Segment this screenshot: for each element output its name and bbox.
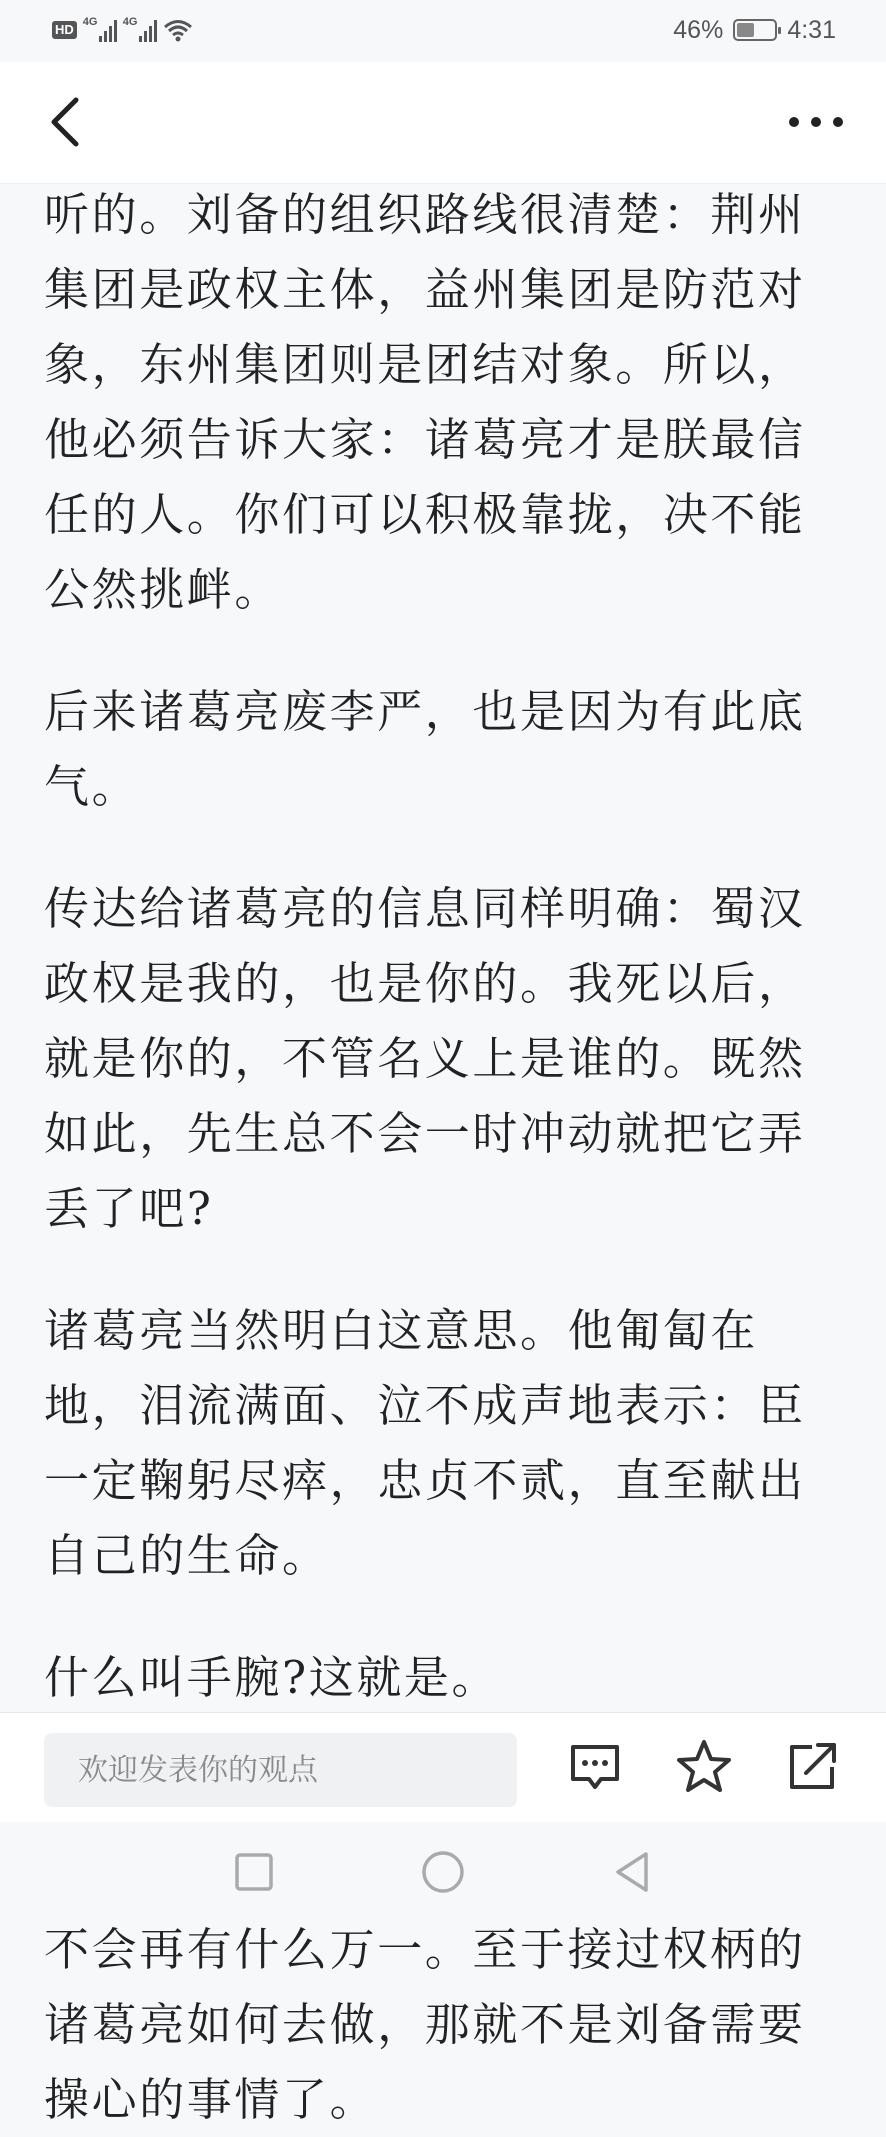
article-paragraph: 什么叫手腕?这就是。 bbox=[44, 1651, 500, 1704]
network-type-label: 4G bbox=[122, 16, 138, 28]
article-paragraph: 传达给诸葛亮的信息同样明确：蜀汉政权是我的，也是你的。我死以后，就是你的，不管名义上是谁的。既然如此，先生总不会一时冲动就把它弄丢了吧? bbox=[44, 882, 806, 1235]
back-button[interactable] bbox=[40, 92, 92, 152]
article-paragraph: 后来诸葛亮废李严，也是因为有此底气。 bbox=[44, 685, 806, 813]
status-bar bbox=[0, 0, 886, 62]
bottom-action-bar bbox=[0, 1712, 886, 1822]
share-button[interactable] bbox=[782, 1737, 842, 1797]
wifi-icon bbox=[163, 18, 193, 42]
network-type-label: 4G bbox=[82, 16, 98, 28]
article-paragraph: 诸葛亮当然明白这意思。他匍匐在地，泪流满面、泣不成声地表示：臣一定鞠躬尽瘁，忠贞不贰，直至献出自己的生命。 bbox=[44, 1304, 806, 1582]
article-header bbox=[0, 62, 886, 184]
hd-icon: HD bbox=[52, 21, 77, 39]
recent-apps-button[interactable] bbox=[230, 1848, 278, 1896]
nav-back-button[interactable] bbox=[608, 1848, 656, 1896]
chevron-left-icon bbox=[40, 92, 92, 152]
more-dots-icon bbox=[786, 102, 846, 142]
battery-icon bbox=[733, 19, 777, 41]
comment-input[interactable] bbox=[44, 1733, 517, 1807]
comment-button[interactable] bbox=[565, 1737, 625, 1797]
back-triangle-icon bbox=[608, 1848, 656, 1896]
signal-icon bbox=[83, 18, 117, 42]
star-icon bbox=[674, 1737, 734, 1797]
status-left bbox=[52, 14, 193, 46]
article-paragraph: 不会再有什么万一。至于接过权柄的诸葛亮如何去做，那就不是刘备需要操心的事情了。 bbox=[44, 1923, 806, 2126]
status-right bbox=[673, 14, 836, 46]
share-icon bbox=[782, 1737, 842, 1797]
recent-apps-icon bbox=[230, 1848, 278, 1896]
article-body[interactable] bbox=[0, 185, 886, 2126]
clock: 4:31 bbox=[787, 15, 836, 44]
battery-percent: 46% bbox=[673, 15, 724, 44]
favorite-button[interactable] bbox=[674, 1737, 734, 1797]
home-button[interactable] bbox=[419, 1848, 467, 1896]
more-button[interactable] bbox=[786, 102, 846, 142]
comment-icon bbox=[565, 1737, 625, 1797]
article-paragraph: 听的。刘备的组织路线很清楚：荆州集团是政权主体，益州集团是防范对象，东州集团则是团结对象。所以，他必须告诉大家：诸葛亮才是朕最信任的人。你们可以积极靠拢，决不能公然挑衅。 bbox=[44, 188, 806, 616]
signal-icon bbox=[123, 18, 157, 42]
battery-level bbox=[737, 23, 754, 37]
home-icon bbox=[419, 1848, 467, 1896]
system-nav-bar bbox=[0, 1822, 886, 1920]
